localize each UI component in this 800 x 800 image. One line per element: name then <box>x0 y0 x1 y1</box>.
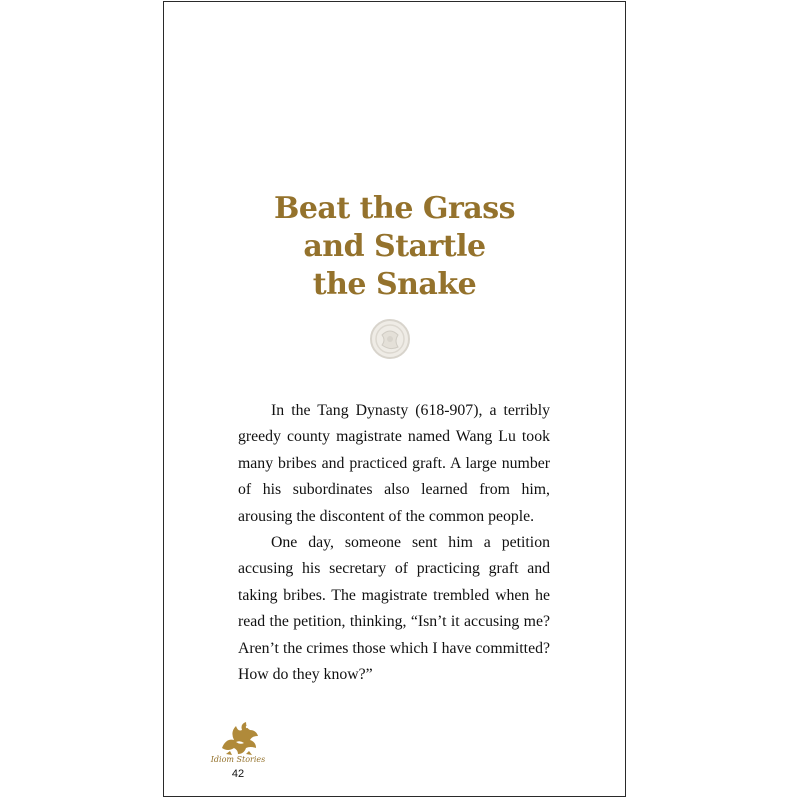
book-page <box>163 1 626 797</box>
round-seal-icon <box>368 317 412 361</box>
series-brand: Idiom Stories <box>210 755 266 764</box>
paragraph-1: In the Tang Dynasty (618-907), a terribly greedy county magistrate named Wang Lu took many bribes and practiced graft. A large number of his subordinates also learned from him, arousing the discontent of the common people. <box>238 402 550 525</box>
title-line-2: and Startle <box>303 229 486 264</box>
phoenix-logo-icon <box>216 718 262 758</box>
title-line-3: the Snake <box>312 267 477 302</box>
story-text <box>238 398 550 688</box>
page-number: 42 <box>231 768 245 780</box>
title-line-1: Beat the Grass <box>273 191 516 226</box>
paragraph-2: One day, someone sent him a petition accusing his secretary of practicing graft and taking bribes. The magistrate trembled when he read the petition, thinking, “Isn’t it accusing me? Aren’t the crimes those which I have committed? How do they know?” <box>238 534 550 684</box>
chapter-title <box>164 190 625 304</box>
